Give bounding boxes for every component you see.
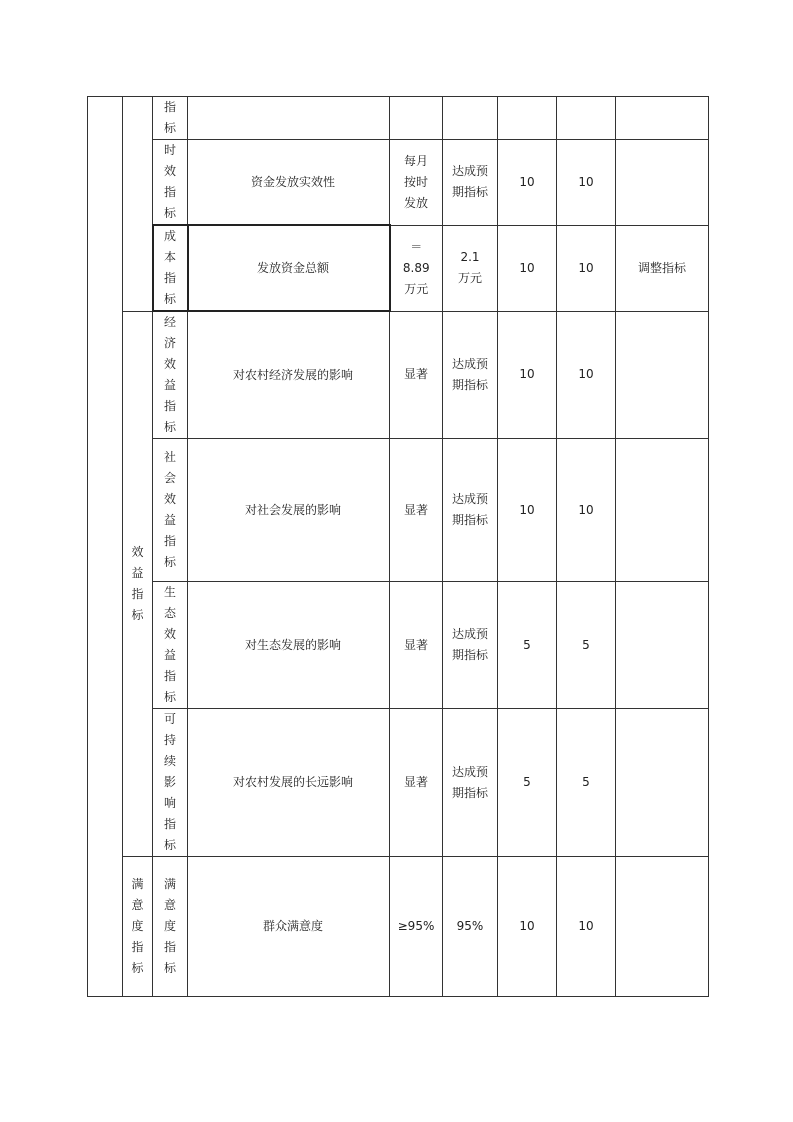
actual-cell: 达成预期指标	[443, 311, 498, 439]
score-cell: 10	[557, 140, 616, 226]
weight-cell: 10	[498, 857, 557, 997]
score-cell	[557, 97, 616, 140]
actual-cell: 达成预期指标	[443, 439, 498, 582]
level2-benefit-cell: 效益指标	[123, 311, 153, 857]
item-cell: 对生态发展的影响	[188, 582, 390, 709]
table-row	[88, 582, 709, 709]
table-row	[88, 857, 709, 997]
table-row	[88, 225, 709, 311]
actual-cell	[443, 97, 498, 140]
target-cell: ≥95%	[390, 857, 443, 997]
table-row	[88, 97, 709, 140]
weight-cell	[498, 97, 557, 140]
item-cell: 资金发放实效性	[188, 140, 390, 226]
level2-satisfaction-cell: 满意度指标	[123, 857, 153, 997]
level3-cell: 时效指标	[153, 140, 188, 226]
level3-cell: 可持续影响指标	[153, 709, 188, 857]
level3-cell: 指标	[153, 97, 188, 140]
note-cell	[616, 439, 709, 582]
item-cell: 发放资金总额	[188, 225, 390, 311]
target-cell: 显著	[390, 582, 443, 709]
level3-cell: 经济效益指标	[153, 311, 188, 439]
item-cell: 群众满意度	[188, 857, 390, 997]
actual-cell: 2.1万元	[443, 225, 498, 311]
table-row	[88, 709, 709, 857]
item-cell: 对社会发展的影响	[188, 439, 390, 582]
note-cell	[616, 582, 709, 709]
score-cell: 10	[557, 439, 616, 582]
target-cell: 显著	[390, 709, 443, 857]
actual-cell: 达成预期指标	[443, 709, 498, 857]
target-cell: 显著	[390, 311, 443, 439]
table-row	[88, 311, 709, 439]
level3-cell: 生态效益指标	[153, 582, 188, 709]
level3-cell: 成本指标	[153, 225, 188, 311]
note-cell	[616, 709, 709, 857]
note-cell	[616, 97, 709, 140]
item-cell: 对农村经济发展的影响	[188, 311, 390, 439]
level1-cell	[88, 97, 123, 997]
weight-cell: 10	[498, 311, 557, 439]
score-cell: 5	[557, 582, 616, 709]
score-cell: 10	[557, 857, 616, 997]
weight-cell: 10	[498, 225, 557, 311]
table-row	[88, 439, 709, 582]
score-cell: 10	[557, 225, 616, 311]
item-cell: 对农村发展的长远影响	[188, 709, 390, 857]
item-cell	[188, 97, 390, 140]
actual-cell: 95%	[443, 857, 498, 997]
note-cell: 调整指标	[616, 225, 709, 311]
actual-cell: 达成预期指标	[443, 582, 498, 709]
target-cell: 每月按时发放	[390, 140, 443, 226]
performance-indicator-table	[87, 96, 709, 997]
score-cell: 5	[557, 709, 616, 857]
weight-cell: 5	[498, 582, 557, 709]
level2-output-cell	[123, 97, 153, 312]
target-cell	[390, 97, 443, 140]
note-cell	[616, 311, 709, 439]
weight-cell: 5	[498, 709, 557, 857]
note-cell	[616, 857, 709, 997]
score-cell: 10	[557, 311, 616, 439]
actual-cell: 达成预期指标	[443, 140, 498, 226]
note-cell	[616, 140, 709, 226]
weight-cell: 10	[498, 140, 557, 226]
level3-cell: 社会效益指标	[153, 439, 188, 582]
level3-cell: 满意度指标	[153, 857, 188, 997]
table-row	[88, 140, 709, 226]
weight-cell: 10	[498, 439, 557, 582]
target-cell: 显著	[390, 439, 443, 582]
target-cell: ＝8.89万元	[390, 225, 443, 311]
